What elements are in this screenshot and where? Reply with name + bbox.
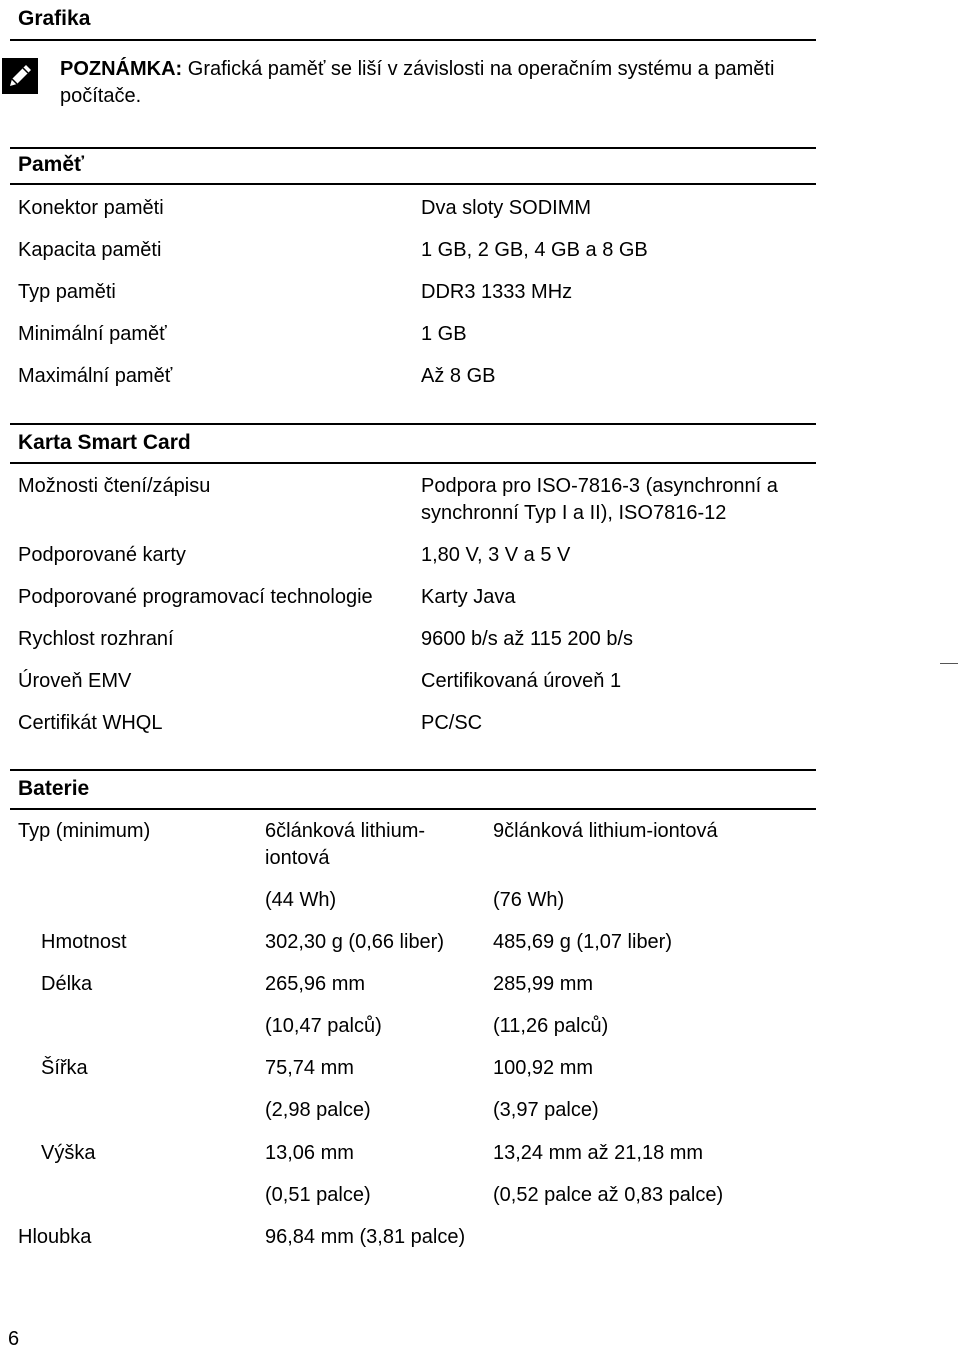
note-label: POZNÁMKA: <box>60 58 183 80</box>
memory-label: Kapacita paměti <box>18 239 162 261</box>
battery-length-9: 285,99 mm <box>493 973 594 995</box>
section-rule <box>10 462 816 464</box>
smartcard-label: Certifikát WHQL <box>18 712 163 734</box>
section-title-battery: Baterie <box>18 777 90 800</box>
battery-length-6: 265,96 mm <box>265 973 366 995</box>
smartcard-value: 9600 b/s až 115 200 b/s <box>421 628 634 650</box>
note-body: Grafická paměť se liší v závislosti na operačním systému a paměti počítače. <box>60 58 775 107</box>
smartcard-label: Úroveň EMV <box>18 670 132 692</box>
battery-6cell: iontová <box>265 847 330 869</box>
battery-depth-label: Hloubka <box>18 1226 92 1248</box>
smartcard-value: Karty Java <box>421 586 516 608</box>
battery-height-6-in: (0,51 palce) <box>265 1184 371 1206</box>
smartcard-value: Podpora pro ISO-7816-3 (asynchronní a <box>421 475 778 497</box>
battery-depth-6: 96,84 mm (3,81 palce) <box>265 1226 466 1248</box>
smartcard-value: synchronní Typ I a II), ISO7816-12 <box>421 502 727 524</box>
battery-width-9-in: (3,97 palce) <box>493 1099 599 1121</box>
battery-type-label: Typ (minimum) <box>18 820 151 842</box>
section-title-graphics: Grafika <box>18 7 91 30</box>
battery-6cell: 6článková lithium- <box>265 820 426 842</box>
smartcard-value: Certifikovaná úroveň 1 <box>421 670 622 692</box>
memory-label: Typ paměti <box>18 281 116 303</box>
pencil-note-icon <box>2 58 38 94</box>
section-title-smartcard: Karta Smart Card <box>18 431 191 454</box>
smartcard-value: PC/SC <box>421 712 483 734</box>
battery-width-label: Šířka <box>41 1057 88 1079</box>
memory-value: 1 GB, 2 GB, 4 GB a 8 GB <box>421 239 648 261</box>
battery-9cell-wh: (76 Wh) <box>493 889 565 911</box>
section-rule <box>10 183 816 185</box>
battery-length-label: Délka <box>41 973 93 995</box>
battery-width-6-in: (2,98 palce) <box>265 1099 371 1121</box>
memory-value: DDR3 1333 MHz <box>421 281 573 303</box>
section-title-memory: Paměť <box>18 153 85 176</box>
memory-label: Maximální paměť <box>18 365 173 387</box>
battery-length-9-in: (11,26 palců) <box>493 1015 609 1037</box>
battery-height-9: 13,24 mm až 21,18 mm <box>493 1142 704 1164</box>
smartcard-label: Podporované karty <box>18 544 186 566</box>
section-rule <box>10 808 816 810</box>
battery-height-label: Výška <box>41 1142 96 1164</box>
memory-label: Minimální paměť <box>18 323 167 345</box>
note-text <box>60 56 800 110</box>
section-rule <box>10 423 816 425</box>
battery-height-6: 13,06 mm <box>265 1142 354 1164</box>
smartcard-label: Podporované programovací technologie <box>18 586 373 608</box>
section-rule <box>10 147 816 149</box>
battery-9cell: 9článková lithium-iontová <box>493 820 718 842</box>
battery-height-9-in: (0,52 palce až 0,83 palce) <box>493 1184 724 1206</box>
section-rule <box>10 769 816 771</box>
smartcard-label: Rychlost rozhraní <box>18 628 174 650</box>
battery-weight-label: Hmotnost <box>41 931 127 953</box>
battery-length-6-in: (10,47 palců) <box>265 1015 382 1037</box>
memory-label: Konektor paměti <box>18 197 164 219</box>
memory-value: Dva sloty SODIMM <box>421 197 592 219</box>
battery-weight-9: 485,69 g (1,07 liber) <box>493 931 673 953</box>
margin-mark <box>940 663 958 664</box>
page-number: 6 <box>8 1328 20 1350</box>
battery-width-9: 100,92 mm <box>493 1057 594 1079</box>
section-rule <box>10 39 816 41</box>
memory-value: 1 GB <box>421 323 467 345</box>
battery-width-6: 75,74 mm <box>265 1057 354 1079</box>
battery-weight-6: 302,30 g (0,66 liber) <box>265 931 445 953</box>
memory-value: Až 8 GB <box>421 365 496 387</box>
smartcard-label: Možnosti čtení/zápisu <box>18 475 211 497</box>
battery-6cell-wh: (44 Wh) <box>265 889 337 911</box>
smartcard-value: 1,80 V, 3 V a 5 V <box>421 544 571 566</box>
